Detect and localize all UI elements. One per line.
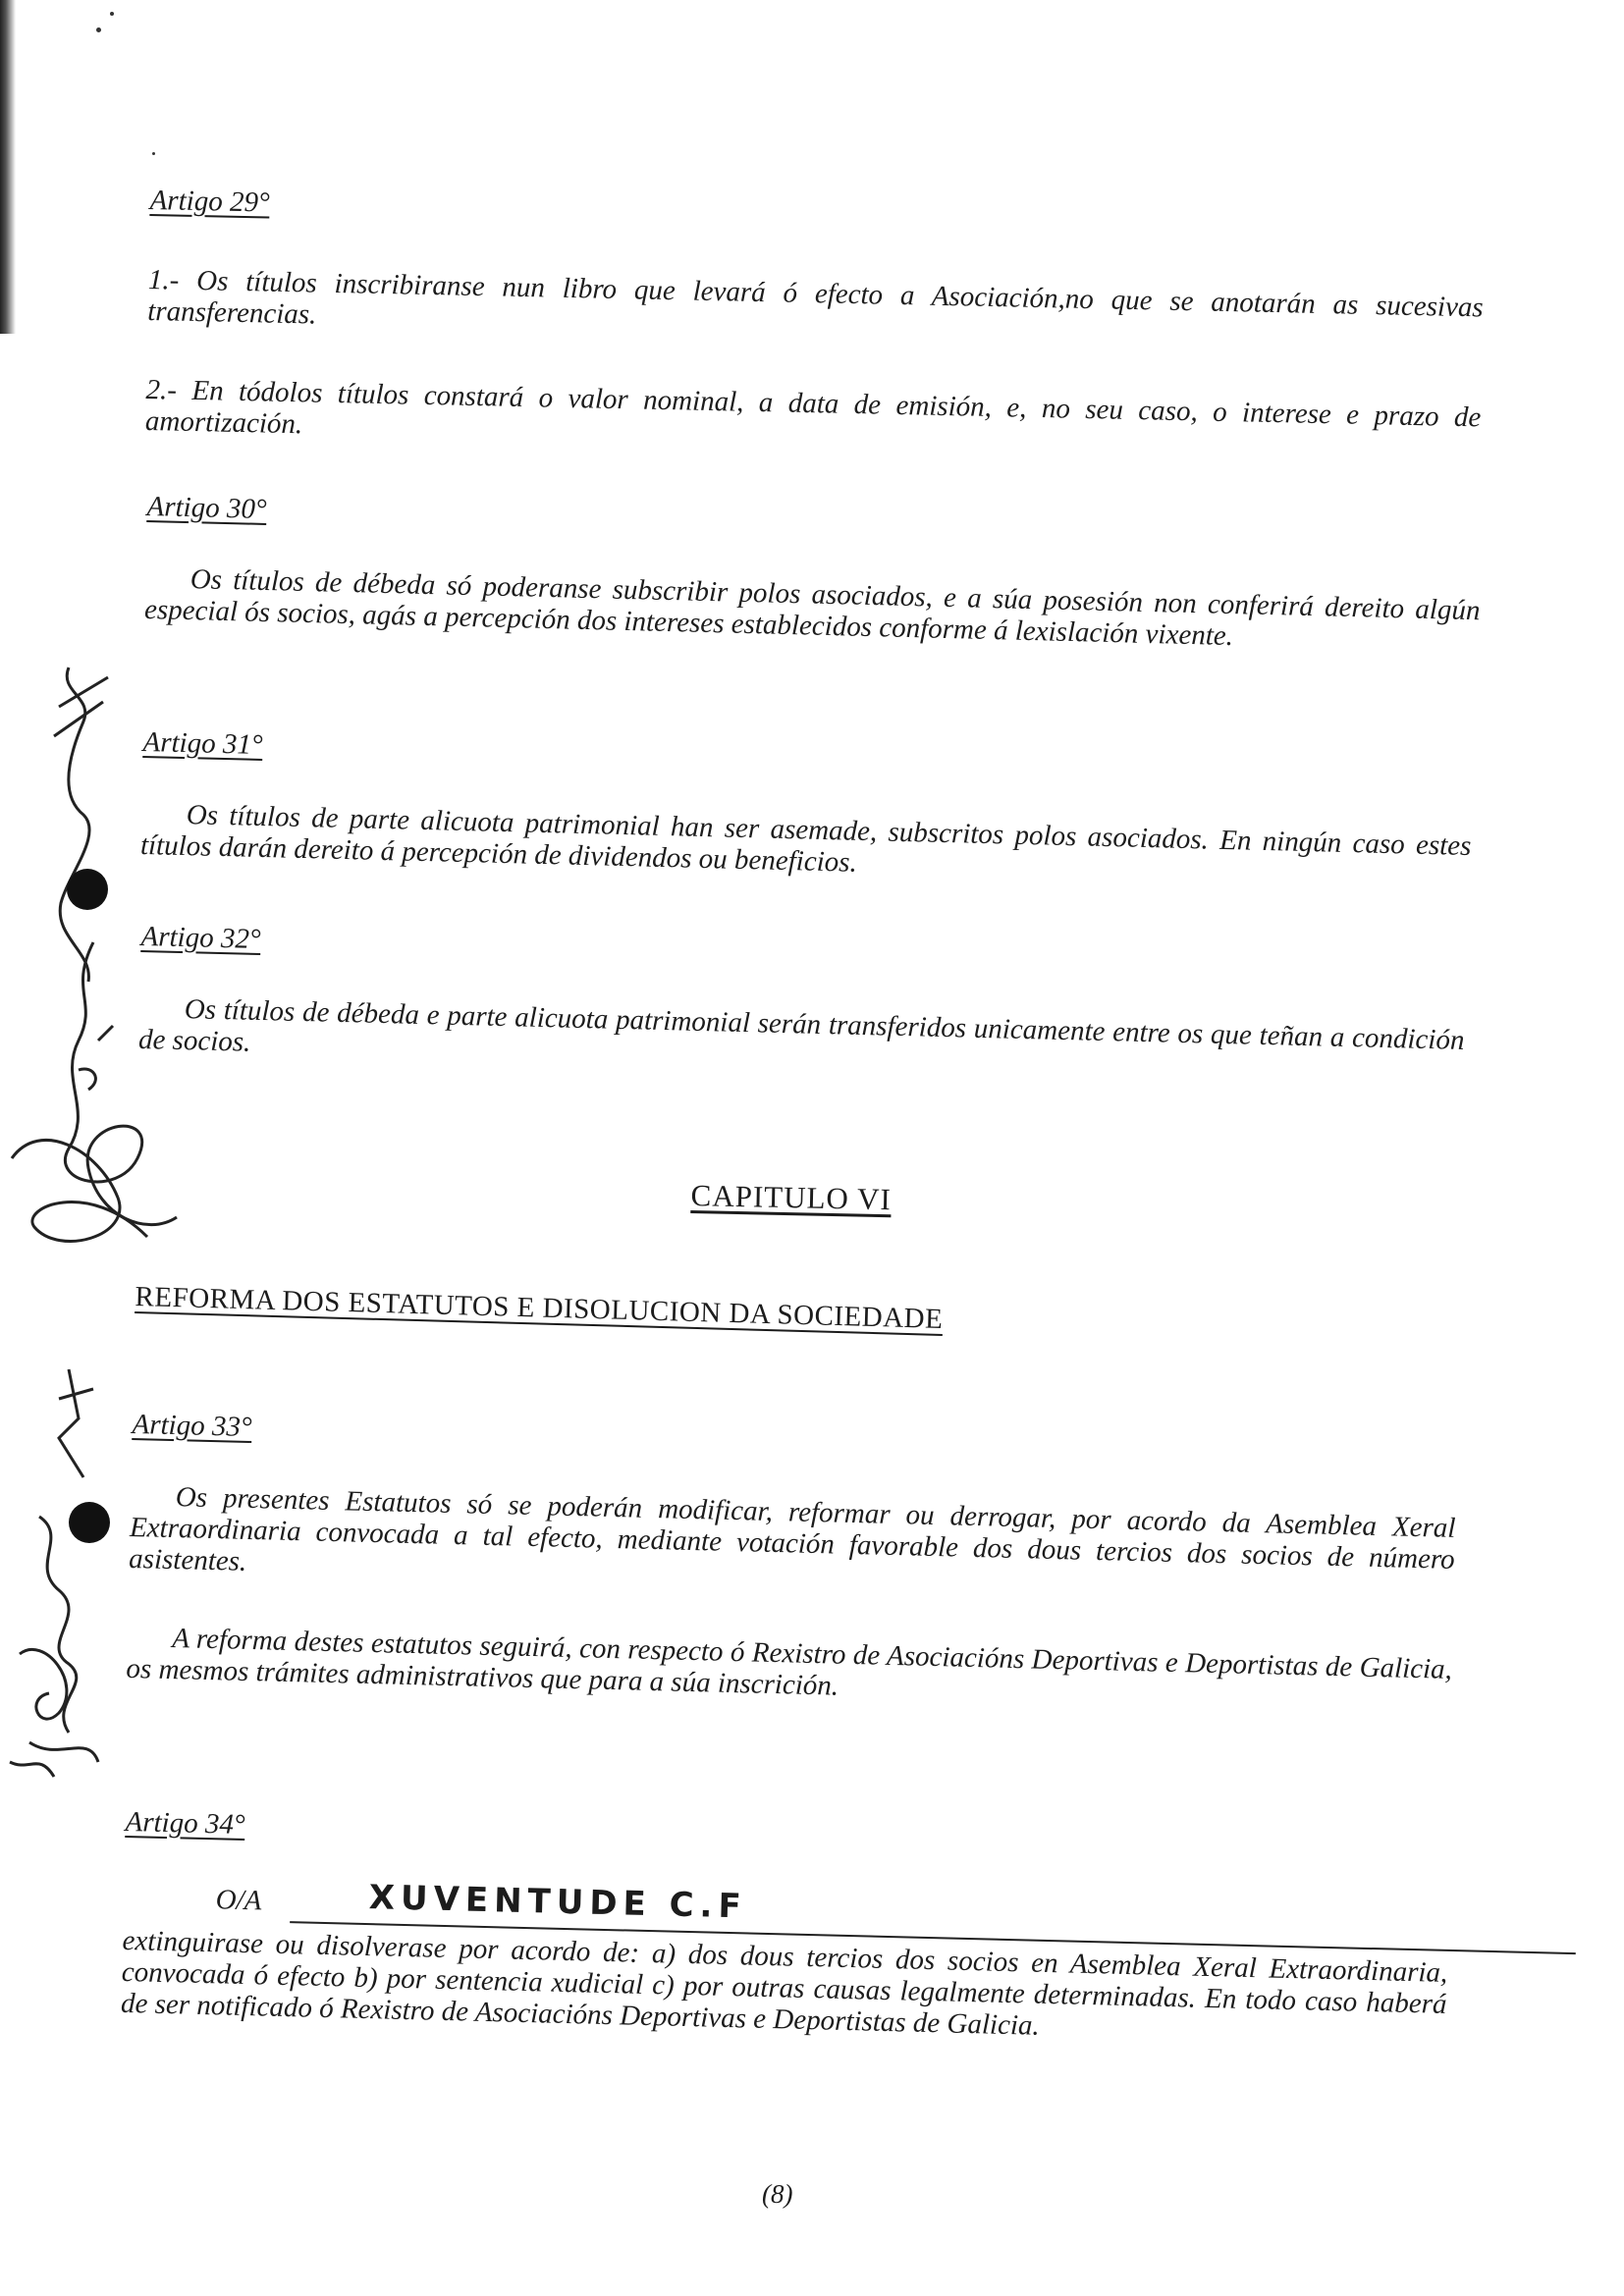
chapter-subtitle: REFORMA DOS ESTATUTOS E DISOLUCION DA SOCIEDADE bbox=[135, 1281, 944, 1335]
article-32 bbox=[138, 921, 1467, 1088]
scan-speck bbox=[110, 12, 114, 16]
page-number-text: (8) bbox=[762, 2179, 793, 2209]
article-paragraph: extinguirase ou disolverase por acordo de: a) dos dous tercios dos socios en Asemblea Xeral Extraordinaria, convocada ó efecto b) por sentencia xudicial c) por outras causas legalmente determinadas. En todo caso haberá de ser notificado ó Rexistro de Asociacións Deportivas e Deportistas de Galicia. bbox=[120, 1924, 1448, 2042]
article-heading: Artigo 30° bbox=[146, 491, 267, 525]
chapter-title-block bbox=[690, 1178, 892, 1217]
article-34 bbox=[121, 1806, 1451, 2052]
article-heading: Artigo 33° bbox=[132, 1409, 252, 1443]
article-paragraph: Os títulos de débeda e parte alicuota patrimonial serán transferidos unicamente entre os que teñan a condición de socios. bbox=[137, 993, 1465, 1058]
article-paragraph: Os presentes Estatutos só se poderán modificar, reformar ou derrogar, por acordo da Asemblea Xeral Extraordinaria convocada a tal efecto, mediante votación favorable dos dous tercios dos socios de número asistentes. bbox=[128, 1481, 1456, 1577]
handwritten-association-name: XUVENTUDE C.F bbox=[368, 1878, 748, 1927]
name-prefix: O/A bbox=[215, 1884, 262, 1917]
article-30 bbox=[144, 491, 1483, 658]
article-heading: Artigo 29° bbox=[149, 185, 270, 219]
punch-hole bbox=[69, 1502, 110, 1543]
page-number bbox=[762, 2179, 792, 2210]
article-paragraph: Os títulos de débeda só poderanse subscribir polos asociados, e a súa posesión non conferirá dereito algún especial ós socios, agás a percepción dos intereses establecidos conforme á lexislación vixente. bbox=[143, 563, 1481, 653]
punch-hole bbox=[67, 869, 108, 910]
article-33 bbox=[126, 1409, 1457, 1717]
article-heading: Artigo 32° bbox=[140, 921, 261, 955]
article-paragraph: Os títulos de parte alicuota patrimonial han ser asemade, subscritos polos asociados. En ningún caso estes títulos darán dereito á percepción de dividendos ou beneficios. bbox=[139, 799, 1472, 879]
scan-speck bbox=[152, 152, 155, 155]
article-heading: Artigo 34° bbox=[125, 1806, 245, 1841]
article-heading: Artigo 31° bbox=[142, 726, 263, 761]
article-paragraph: 2.- En tódolos títulos constará o valor nominal, a data de emisión, e, no seu caso, o interese e prazo de amortización. bbox=[144, 373, 1482, 441]
margin-signature-upper bbox=[0, 648, 226, 1286]
article-paragraph: 1.- Os títulos inscribiranse nun libro que levará ó efecto a Asociación,no que se anotarán as sucesivas transferencias. bbox=[146, 263, 1485, 331]
margin-signature-lower bbox=[0, 1360, 128, 1782]
article-paragraph: A reforma destes estatutos seguirá, con respecto ó Rexistro de Asociacións Deportivas e Deportistas de Galicia, os mesmos trámites administrativos que para a súa inscrición. bbox=[126, 1623, 1453, 1702]
article-31 bbox=[140, 726, 1474, 893]
article-29 bbox=[145, 185, 1486, 464]
scan-speck bbox=[96, 27, 101, 32]
chapter-title: CAPITULO VI bbox=[690, 1178, 893, 1217]
chapter-subtitle-block bbox=[135, 1281, 1215, 1344]
scan-edge-shadow bbox=[0, 0, 16, 334]
